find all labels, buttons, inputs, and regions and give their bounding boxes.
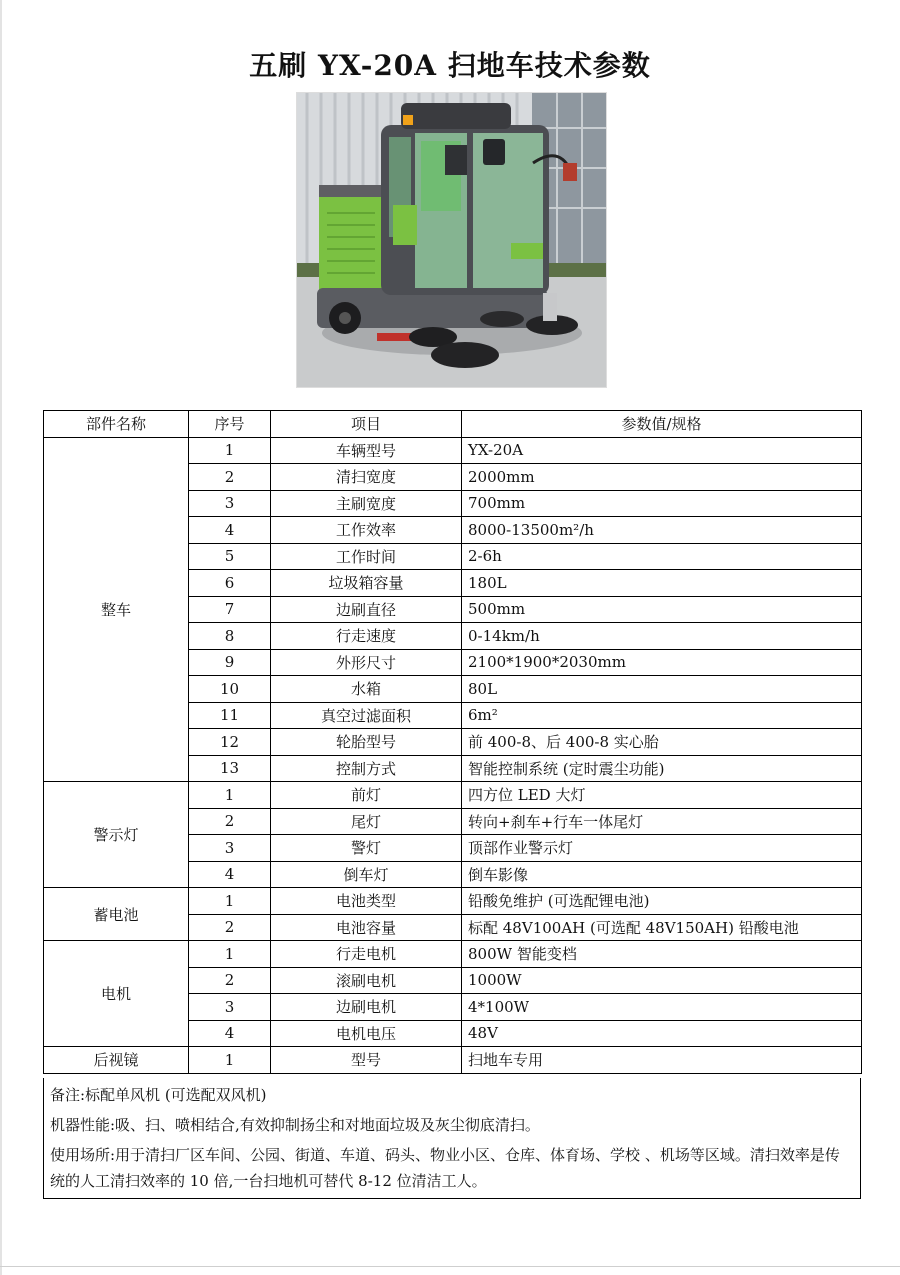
table-header-row: [44, 411, 862, 438]
row-item: 尾灯: [271, 808, 462, 835]
row-seq: 7: [189, 596, 271, 623]
header-value: 参数值/规格: [462, 411, 862, 438]
row-value: 2100*1900*2030mm: [462, 649, 862, 676]
row-item: 边刷电机: [271, 994, 462, 1021]
row-item: 警灯: [271, 835, 462, 862]
note-usage: 使用场所:用于清扫厂区车间、公园、街道、车道、码头、物业小区、仓库、体育场、学校 、机场等区域。清扫效率是传统的人工清扫效率的 10 倍,一台扫地机可替代 8-12 位清洁工人。: [50, 1146, 840, 1190]
table-row: [44, 941, 862, 968]
row-value: 四方位 LED 大灯: [462, 782, 862, 809]
row-seq: 1: [189, 1047, 271, 1074]
row-seq: 3: [189, 835, 271, 862]
row-item: 工作效率: [271, 517, 462, 544]
row-item: 边刷直径: [271, 596, 462, 623]
row-value: 1000W: [462, 967, 862, 994]
row-item: 电机电压: [271, 1020, 462, 1047]
page-edge: [0, 0, 2, 1275]
row-seq: 1: [189, 888, 271, 915]
row-value: 扫地车专用: [462, 1047, 862, 1074]
row-item: 清扫宽度: [271, 464, 462, 491]
row-value: 500mm: [462, 596, 862, 623]
row-seq: 2: [189, 464, 271, 491]
row-seq: 3: [189, 994, 271, 1021]
row-seq: 2: [189, 808, 271, 835]
page-title: 五刷 YX-20A 扫地车技术参数: [249, 49, 651, 82]
row-value: 智能控制系统 (定时震尘功能): [462, 755, 862, 782]
row-item: 电池类型: [271, 888, 462, 915]
row-seq: 5: [189, 543, 271, 570]
row-seq: 1: [189, 437, 271, 464]
row-item: 主刷宽度: [271, 490, 462, 517]
page-bottom-line: [0, 1266, 900, 1267]
group-battery: 蓄电池: [44, 888, 189, 941]
row-item: 滚刷电机: [271, 967, 462, 994]
header-seq: 序号: [189, 411, 271, 438]
row-value: 前 400-8、后 400-8 实心胎: [462, 729, 862, 756]
row-item: 行走速度: [271, 623, 462, 650]
row-seq: 3: [189, 490, 271, 517]
row-seq: 8: [189, 623, 271, 650]
sweeper-photo: [296, 92, 607, 388]
row-seq: 1: [189, 782, 271, 809]
row-value: 180L: [462, 570, 862, 597]
header-part: 部件名称: [44, 411, 189, 438]
row-item: 前灯: [271, 782, 462, 809]
table-row: [44, 782, 862, 809]
row-value: 48V: [462, 1020, 862, 1047]
row-value: 700mm: [462, 490, 862, 517]
group-warning-lights: 警示灯: [44, 782, 189, 888]
row-value: 80L: [462, 676, 862, 703]
row-seq: 12: [189, 729, 271, 756]
row-value: 倒车影像: [462, 861, 862, 888]
row-value: 0-14km/h: [462, 623, 862, 650]
group-mirror: 后视镜: [44, 1047, 189, 1074]
row-item: 型号: [271, 1047, 462, 1074]
row-item: 控制方式: [271, 755, 462, 782]
table-row: [44, 1047, 862, 1074]
row-seq: 4: [189, 1020, 271, 1047]
row-item: 车辆型号: [271, 437, 462, 464]
row-value: 8000-13500m²/h: [462, 517, 862, 544]
row-item: 真空过滤面积: [271, 702, 462, 729]
notes-box: [43, 1078, 861, 1199]
row-value: 2000mm: [462, 464, 862, 491]
row-item: 垃圾箱容量: [271, 570, 462, 597]
group-motor: 电机: [44, 941, 189, 1047]
row-item: 水箱: [271, 676, 462, 703]
spec-table: [43, 410, 862, 1074]
row-value: 4*100W: [462, 994, 862, 1021]
row-value: 标配 48V100AH (可选配 48V150AH) 铅酸电池: [462, 914, 862, 941]
row-value: 2-6h: [462, 543, 862, 570]
table-row: [44, 888, 862, 915]
row-seq: 10: [189, 676, 271, 703]
row-seq: 9: [189, 649, 271, 676]
group-vehicle: 整车: [44, 437, 189, 782]
row-item: 外形尺寸: [271, 649, 462, 676]
row-seq: 13: [189, 755, 271, 782]
row-seq: 11: [189, 702, 271, 729]
note-remark: 备注:标配单风机 (可选配双风机): [50, 1086, 267, 1104]
header-item: 项目: [271, 411, 462, 438]
row-item: 行走电机: [271, 941, 462, 968]
row-item: 工作时间: [271, 543, 462, 570]
row-value: 800W 智能变档: [462, 941, 862, 968]
row-value: 6m²: [462, 702, 862, 729]
row-value: 转向+刹车+行车一体尾灯: [462, 808, 862, 835]
row-value: 顶部作业警示灯: [462, 835, 862, 862]
row-value: 铅酸免维护 (可选配锂电池): [462, 888, 862, 915]
row-seq: 2: [189, 967, 271, 994]
row-value: YX-20A: [462, 437, 862, 464]
row-seq: 4: [189, 517, 271, 544]
row-seq: 6: [189, 570, 271, 597]
row-seq: 1: [189, 941, 271, 968]
row-seq: 4: [189, 861, 271, 888]
row-item: 轮胎型号: [271, 729, 462, 756]
table-row: [44, 437, 862, 464]
row-item: 电池容量: [271, 914, 462, 941]
row-item: 倒车灯: [271, 861, 462, 888]
row-seq: 2: [189, 914, 271, 941]
note-performance: 机器性能:吸、扫、喷相结合,有效抑制扬尘和对地面垃圾及灰尘彻底清扫。: [50, 1116, 540, 1134]
